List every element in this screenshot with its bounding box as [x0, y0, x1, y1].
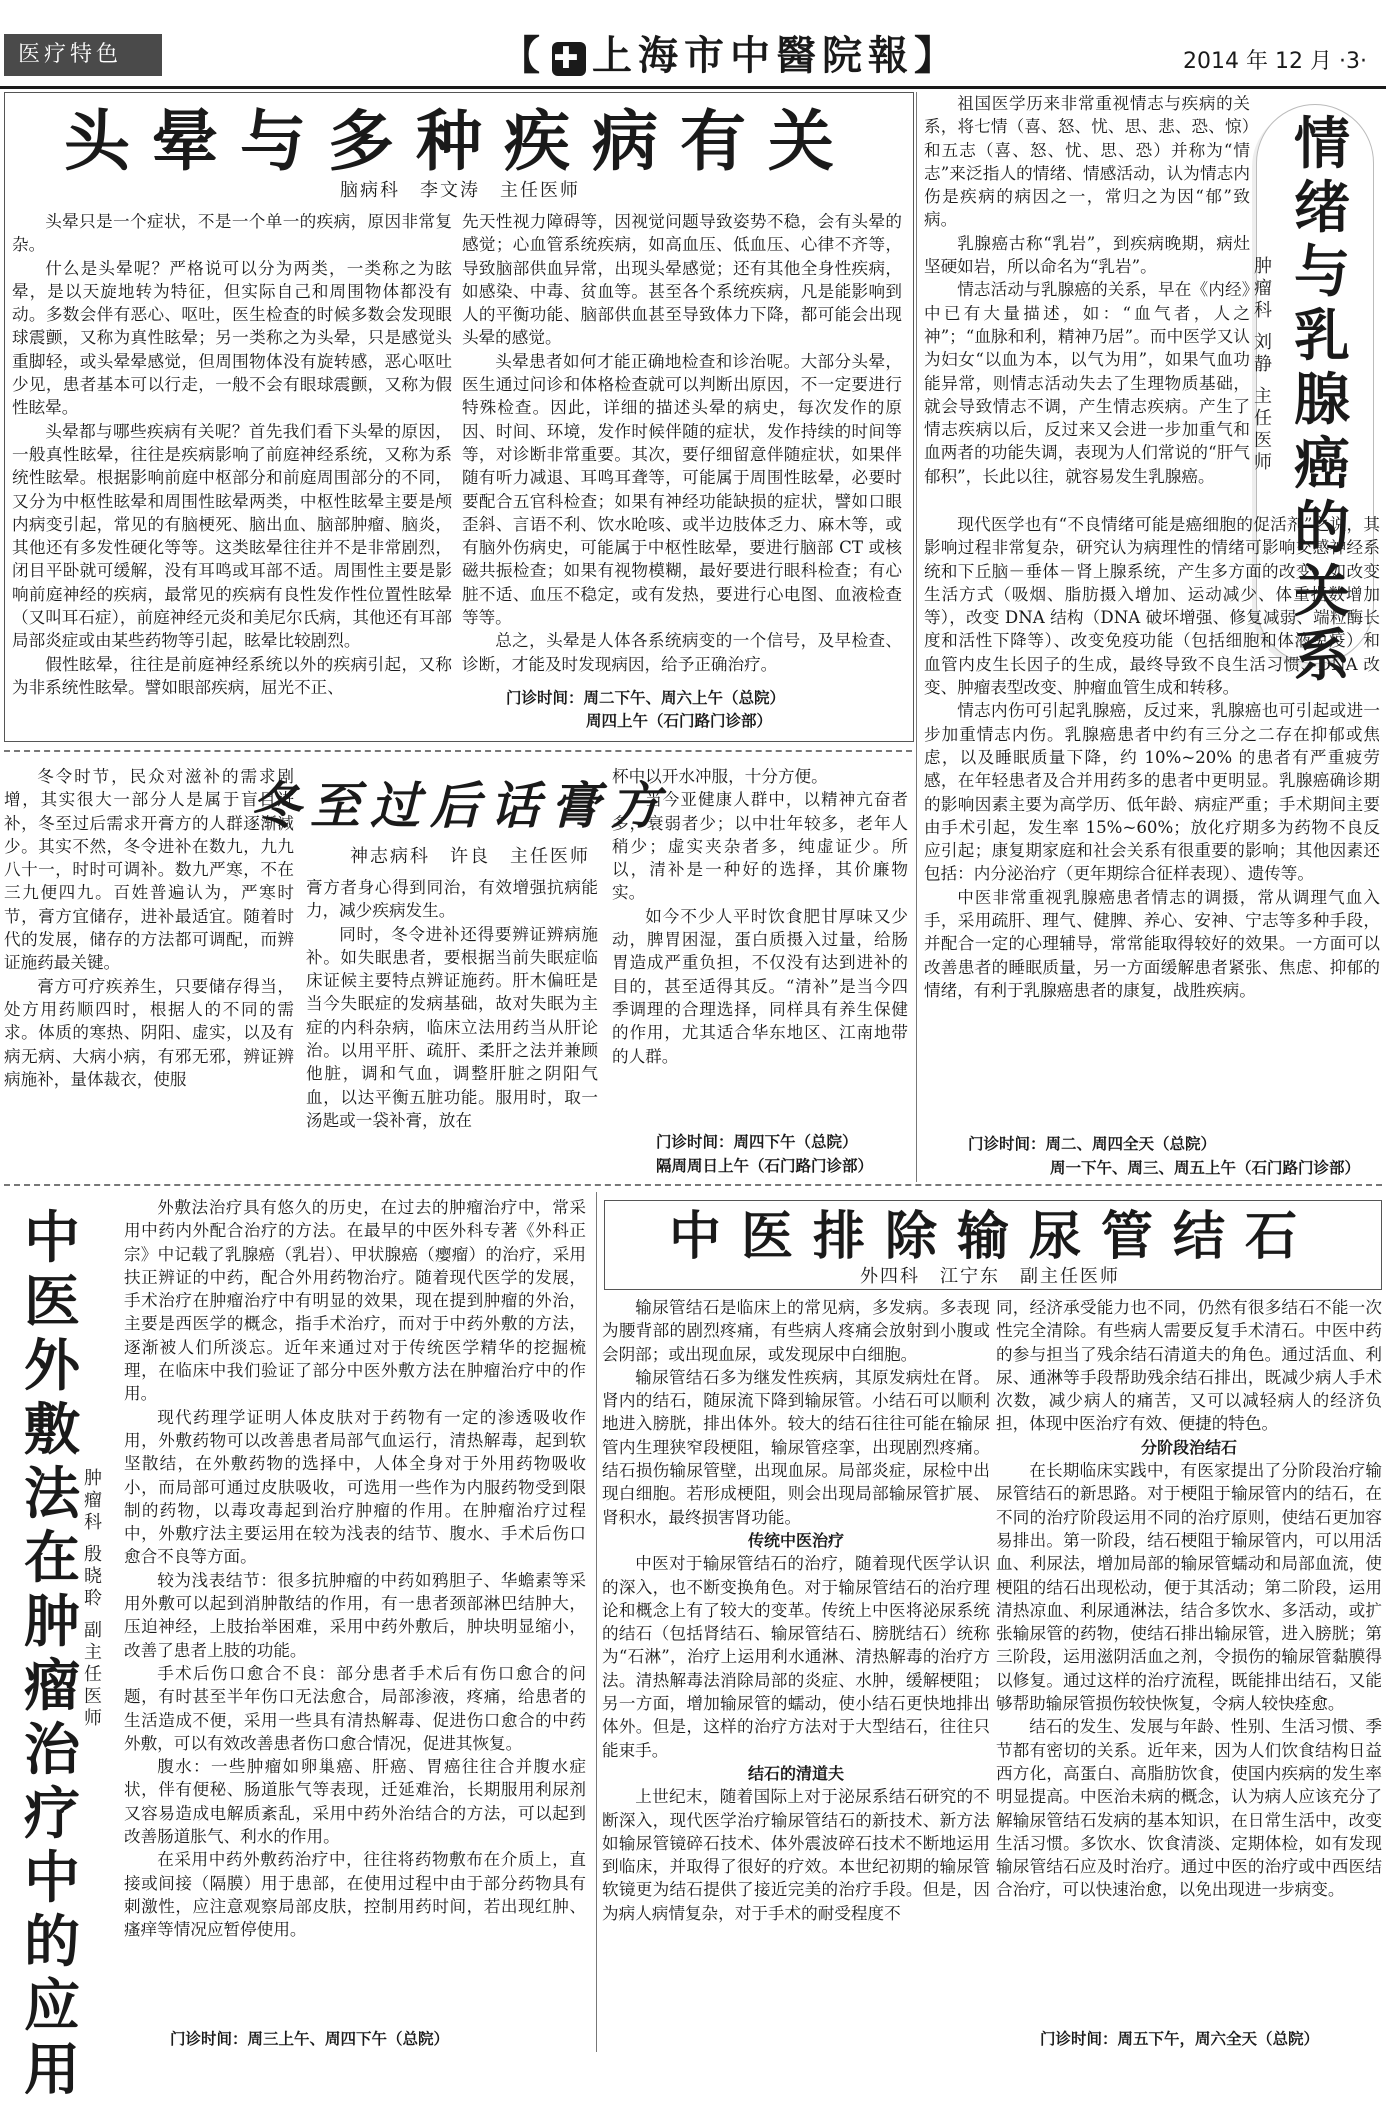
article-topical-author-char: 聆 [84, 1588, 102, 1609]
paragraph: 情志内伤可引起乳腺癌，反过来，乳腺癌也可引起或进一步加重情志内伤。乳腺癌患者中约有三分之二存在抑郁或焦虑，以及睡眠质量下降，约 10%~20% 的患者有严重疲劳感，在年轻患者及合并用药多的患者中更明显。乳腺癌确诊期的影响因素主要为高学历、低年龄、病症严重；手术期间主要由手术引起，发生率 15%~60%；放化疗期多为药物不良反应引起；康复期家庭和社会关系有很重要的影响；其他因素还包括：内分泌治疗（更年期综合征样表现）、遗传等。 [924, 701, 1380, 884]
article-topical-title-char: 应 [24, 1973, 80, 2039]
paragraph: 膏方者身心得到同治，有效增强抗病能力，减少疾病发生。 [306, 878, 598, 921]
paragraph: 乳腺癌古称“乳岩”，到疾病晚期，病灶坚硬如岩，所以命名为“乳岩”。 [924, 233, 1250, 277]
paragraph: 较为浅表结节：很多抗肿瘤的中药如鸦胆子、华蟾素等采用外敷可以起到消肿散结的作用，有一患者颈部淋巴结肿大，压迫神经，上肢抬举困难，采用中药外敷后，肿块明显缩小，改善了患者上肢的功能。 [124, 1570, 586, 1660]
paragraph: 外敷法治疗具有悠久的历史，在过去的肿瘤治疗中，常采用中药内外配合治疗的方法。在最早的中医外科专著《外科正宗》中记载了乳腺癌（乳岩）、甲状腺癌（瘿瘤）的治疗，采用扶正辨证的中药，配合外用药物治疗。随着现代医学的发展，手术治疗在肿瘤治疗中有明显的效果，现在提到肿瘤的外治，主要是西医学的概念，指手术治疗，而对于中药外敷的方法，逐渐被人们所淡忘。近年来通过对于传统医学精华的挖掘梳理，在临床中我们验证了部分中医外敷方法在肿瘤治疗中的作用。 [124, 1198, 586, 1404]
paragraph: 头晕都与哪些疾病有关呢？首先我们看下头晕的原因，一般真性眩晕，往往是疾病影响了前庭神经系统，又称为系统性眩晕。根据影响前庭中枢部分和前庭周围部分的不同，又分为中枢性眩晕和周围性眩晕两类，中枢性眩晕主要是颅内病变引起，常见的有脑梗死、脑出血、脑部肿瘤、脑炎，其他还有多发性硬化等等。这类眩晕往往并不是非常剧烈，闭目平卧就可缓解，没有耳鸣或耳部不适。周围性主要是影响前庭神经的疾病，最常见的疾病有良性发作性位置性眩晕（又叫耳石症），前庭神经元炎和美尼尔氏病，其他还有耳部局部炎症或由某些药物等引起，眩晕比较剧烈。 [12, 421, 452, 651]
article-emotion-author-char: 师 [1254, 452, 1272, 473]
paragraph: 在采用中药外敷药治疗中，往往将药物敷布在介质上，直接或间接（隔膜）用于患部，在使用过程中由于部分药物具有刺激性，应注意观察局部皮肤，控制用药时间，若出现红肿、瘙痒等情况应暂停使用。 [124, 1850, 586, 1940]
article-topical-author-char: 殷 [84, 1544, 102, 1565]
article-emotion-title-char: 关 [1294, 559, 1350, 625]
article-emotion-author-char [1252, 376, 1274, 386]
article-headache-hours-2: 周四上午（石门路门诊部） [586, 712, 773, 730]
article-emotion-title-char: 癌 [1294, 431, 1350, 497]
article-topical-author-char: 师 [84, 1708, 102, 1729]
article-gaofang-col2 [306, 876, 598, 1176]
article-topical-author-char: 医 [84, 1686, 102, 1707]
article-emotion-title-char: 与 [1294, 239, 1350, 305]
paragraph: 同时，冬令进补还得要辨证辨病施补。如失眠患者，要根据当前失眠症临床证候主要特点辨证施药。肝木偏旺是当今失眠症的发病基础，故对失眠为主症的内科杂病，临床立法用药当从肝论治。以用平肝、疏肝、柔肝之法并兼顾他脏，调和气血，调整肝脏之阴阳气血，以达平衡五脏功能。服用时，取一汤匙或一袋补膏，放在 [306, 924, 598, 1130]
article-emotion-col-bottom [924, 513, 1380, 1133]
article-topical-author-char: 瘤 [84, 1490, 102, 1511]
paragraph: 结石的发生、发展与年龄、性别、生活习惯、季节都有密切的关系。近年来，因为人们饮食结构日益西方化，高蛋白、高脂肪饮食，使国内疾病的发生率明显提高。中医治未病的概念，认为病人应该充分了解输尿管结石发病的基本知识，在日常生活中，改变生活习惯。多饮水、饮食清淡、定期体检，如有发现输尿管结石应及时治疗。通过中医的治疗或中西医结合治疗，可以快速治愈，以免出现进一步病变。 [996, 1717, 1382, 1900]
issue-date: 2014 年 12 月 ·3· [1183, 49, 1367, 74]
article-gaofang-title: 冬至过后话膏方 [250, 777, 670, 835]
paragraph: 同，经济承受能力也不同，仍然有很多结石不能一次性完全清除。有些病人需要反复手术清石。中医中药的参与担当了残余结石清道夫的角色。通过活血、利尿、通淋等手段帮助残余结石排出，既减少病人手术次数，减少病人的痛苦，又可以减轻病人的经济负担，体现中医治疗有效、便捷的特色。 [996, 1298, 1382, 1434]
article-emotion-author-char: 任 [1254, 408, 1272, 429]
article-emotion-author-char: 医 [1254, 430, 1272, 451]
article-emotion-title-char: 乳 [1294, 303, 1350, 369]
bracket-right: 】 [914, 32, 960, 79]
article-gaofang-col3 [612, 765, 908, 1130]
paragraph: 输尿管结石是临床上的常见病，多发病。多表现为腰背部的剧烈疼痛，有些病人疼痛会放射到小腹或会阴部；或出现血尿，或发现尿中白细胞。 [602, 1298, 990, 1364]
paragraph: 现代医学也有“不良情绪可能是癌细胞的促活剂”之说，其影响过程非常复杂，研究认为病理性的情绪可影响交感神经系统和下丘脑－垂体－肾上腺系统，产生多方面的改变，如改变生活方式（吸烟、脂肪摄入增加、运动减少、体重指数增加等），改变 DNA 结构（DNA 破坏增强、修复减弱、端粒酶长度和活性下降等）、改变免疫功能（包括细胞和体液免疫）和血管内皮生长因子的生成，最终导致不良生活习惯、DNA 改变、肿瘤表型改变、肿瘤血管生成和转移。 [924, 515, 1380, 698]
article-emotion-title-char: 系 [1294, 623, 1350, 689]
article-topical-title-char: 治 [24, 1717, 80, 1783]
article-stone-col2 [996, 1296, 1382, 2026]
article-emotion-author-char: 肿 [1254, 256, 1272, 277]
article-topical-title-char: 肿 [24, 1589, 80, 1655]
article-stone-title: 中医排除输尿管结石 [668, 1207, 1317, 1267]
article-emotion-author-char: 静 [1254, 354, 1272, 375]
article-topical-title-char: 外 [24, 1333, 80, 1399]
subheading: 传统中医治疗 [747, 1530, 844, 1550]
paragraph: 上世纪末，随着国际上对于泌尿系结石研究的不断深入，现代医学治疗输尿管结石的新技术、新方法如输尿管镜碎石技术、体外震波碎石技术不断地运用到临床，并取得了很好的疗效。本世纪初期的输尿管软镜更为结石提供了接近完美的治疗手段。但是，因为病人病情复杂，对于手术的耐受程度不 [602, 1787, 990, 1923]
section-tag: 医疗特色 [4, 34, 162, 76]
article-topical-title-char: 疗 [24, 1781, 80, 1847]
article-emotion-author-char [1252, 322, 1274, 332]
article-topical-author-char: 晓 [84, 1566, 102, 1587]
article-emotion-author-char: 瘤 [1254, 278, 1272, 299]
paragraph: 腹水：一些肿瘤如卵巢癌、肝癌、胃癌往往合并腹水症状，伴有便秘、肠道胀气等表现，迁延难治，长期服用利尿剂又容易造成电解质紊乱，采用中药外治结合的方法，可以起到改善肠道胀气、利水的作用。 [124, 1757, 586, 1847]
paragraph: 什么是头晕呢？严格说可以分为两类，一类称之为眩晕，是以天旋地转为特征，但实际自己和周围物体都没有动。多数会伴有恶心、呕吐，医生检查的时候多数会发现眼球震颤，又称为真性眩晕；另一类称之为头晕，只是感觉头重脚轻，或头晕晕感觉，但周围物体没有旋转感，恶心呕吐少见，患者基本可以行走，一般不会有眼球震颤，又称为假性眩晕。 [12, 258, 452, 418]
article-emotion-hours-1: 门诊时间：周二、周四全天（总院） [968, 1135, 1217, 1153]
article-emotion-author-char: 刘 [1254, 332, 1272, 353]
article-gaofang-byline: 神志病科 许良 主任医师 [350, 846, 590, 867]
article-stone-byline: 外四科 江宁东 副主任医师 [860, 1266, 1120, 1287]
article-emotion-title-char: 腺 [1294, 367, 1350, 433]
paragraph: 输尿管结石多为继发性疾病，其原发病灶在肾。肾内的结石，随尿流下降到输尿管。小结石可以顺利地进入膀胱，排出体外。较大的结石往往可能在输尿管内生理狭窄段梗阻，输尿管痉挛，出现剧烈疼痛。结石损伤输尿管壁，出现血尿。局部炎症，尿检中出现白细胞。若形成梗阻，则会出现局部输尿管扩展、肾积水，最终损害肾功能。 [602, 1367, 990, 1527]
article-emotion-hours-2: 周一下午、周三、周五上午（石门路门诊部） [1050, 1159, 1361, 1177]
article-topical-body [124, 1196, 586, 2026]
article-topical-title [20, 1206, 84, 2102]
article-topical-title-char: 的 [24, 1909, 80, 1975]
paragraph: 总之，头晕是人体各系统病变的一个信号，及早检查、诊断，才能及时发现病因，给予正确治疗。 [462, 631, 902, 674]
paragraph: 冬令时节，民众对滋补的需求剧增，其实很大一部分人是属于盲目进补，冬至过后需求开膏方的人群逐渐减少。其实不然，冬令进补在数九，九九八十一，时时可调补。数九严寒，不在三九便四九。百姓普遍认为，严寒时节，膏方宜储存，进补最适宜。随着时代的发展，储存的方法都可调配，而辨证施药最关键。 [4, 767, 294, 973]
article-topical-title-char: 在 [24, 1525, 80, 1591]
divider-middle [4, 1184, 1382, 1186]
article-topical-title-char: 瘤 [24, 1653, 80, 1719]
paragraph: 手术后伤口愈合不良：部分患者手术后有伤口愈合的问题，有时甚至半年伤口无法愈合，局部渗液，疼痛，给患者的生活造成不便，采用一些具有清热解毒、促进伤口愈合的中药外敷，可以有效改善患者伤口愈合情况，促进其恢复。 [124, 1663, 586, 1753]
paragraph: 中医对于输尿管结石的治疗，随着现代医学认识的深入，也不断变换角色。对于输尿管结石的治疗理论和概念上有了较大的变革。传统上中医将泌尿系统的结石（包括肾结石、输尿管结石、膀胱结石）统称为“石淋”，治疗上运用利水通淋、清热解毒的治疗方法。清热解毒法消除局部的炎症、水肿，缓解梗阻；另一方面，增加输尿管的蠕动，使小结石更快地排出体外。但是，这样的治疗方法对于大型结石，往往只能束手。 [602, 1554, 990, 1760]
paragraph: 头晕只是一个症状，不是一个单一的疾病，原因非常复杂。 [12, 212, 452, 255]
hospital-cross-logo-icon: ✚ [553, 41, 585, 76]
subheading: 结石的清道夫 [747, 1763, 844, 1783]
subheading: 分阶段治结石 [1140, 1437, 1237, 1457]
paragraph: 祖国医学历来非常重视情志与疾病的关系，将七情（喜、怒、忧、思、悲、恐、惊）和五志（喜、怒、忧、思、恐）并称为“情志”来泛指人的情绪、情感活动，认为情志内伤是疾病的病因之一，常归之为因“郁”致病。 [924, 94, 1250, 230]
article-topical-title-char: 用 [24, 2037, 80, 2103]
article-topical-title-char: 中 [24, 1205, 80, 1271]
paragraph: 如今不少人平时饮食肥甘厚味又少动，脾胃困湿，蛋白质摄入过量，给肠胃造成严重负担，不仅没有达到进补的目的，甚至适得其反。“清补”是当今四季调理的合理选择，同样具有养生保健的作用，尤其适合华东地区、江南地带的人群。 [612, 906, 908, 1066]
divider-bottom-column [596, 1192, 597, 2052]
article-emotion-author-char: 主 [1254, 386, 1272, 407]
article-topical-hours: 门诊时间：周三上午、周四下午（总院） [170, 2030, 450, 2048]
article-headache-col1 [12, 210, 452, 716]
paragraph: 情志活动与乳腺癌的关系，早在《内经》中已有大量描述，如：“血气者，人之神”；“血脉和利，精神乃居”。而中医学又认为妇女“以血为本，以气为用”，如果气血功能异常，则情志活动失去了生理物质基础，就会导致情志不调，产生情志疾病。产生了情志疾病以后，反过来又会进一步加重气和血两者的功能失调，表现为人们常说的“肝气郁积”，长此以往，就容易发生乳腺癌。 [924, 280, 1250, 486]
divider-right-column [916, 92, 917, 1182]
bracket-left: 【 [500, 32, 546, 79]
article-emotion-title-char: 绪 [1294, 175, 1350, 241]
header-rule [0, 86, 1386, 89]
article-emotion-author-char: 科 [1254, 300, 1272, 321]
article-headache-hours-1: 门诊时间：周二下午、周六上午（总院） [506, 689, 786, 707]
article-emotion-title-char: 的 [1294, 495, 1350, 561]
paragraph: 当今亚健康人群中，以精神亢奋者多，衰弱者少；以中壮年较多，老年人稍少；虚实夹杂者多，纯虚证少。所以，清补是一种好的选择，其价廉物实。 [612, 790, 908, 903]
article-topical-title-char: 中 [24, 1845, 80, 1911]
article-emotion-title-char: 情 [1294, 111, 1350, 177]
paragraph: 现代药理学证明人体皮肤对于药物有一定的渗透吸收作用，外敷药物可以改善患者局部气血运行，清热解毒，起到软坚散结，在外敷药物的选择中，人体全身对于外用药物吸收小，而局部可通过皮肤吸收，可选用一些作为内服药物受到限制的药物，以毒攻毒起到治疗肿瘤的作用。在肿瘤治疗过程中，外敷疗法主要运用在较为浅表的结节、腹水、手术后伤口愈合不良等方面。 [124, 1407, 586, 1567]
article-emotion-author [1252, 256, 1274, 474]
article-topical-author-char: 主 [84, 1642, 102, 1663]
paragraph: 头晕患者如何才能正确地检查和诊治呢。大部分头晕，医生通过问诊和体格检查就可以判断出原因，不一定要进行特殊检查。因此，详细的描述头晕的病史，每次发作的原因、时间、环境，发作时候伴随的症状，发作持续的时间等等，对诊断非常重要。其次，要仔细留意伴随症状，如果伴随有听力减退、耳鸣耳聋等，可能属于周围性眩晕，必要时要配合五官科检查；如果有神经功能缺损的症状，譬如口眼歪斜、言语不利、饮水呛咳、或半边肢体乏力、麻木等，或有脑外伤病史，可能属于中枢性眩晕，要进行脑部 CT 或核磁共振检查；如果有视物模糊，最好要进行眼科检查；有心脏不适、血压不稳定，或有发热，要进行心电图、血液检查等等。 [462, 351, 902, 628]
article-topical-author-char: 肿 [84, 1468, 102, 1489]
article-topical-author-char: 任 [84, 1664, 102, 1685]
paragraph: 膏方可疗疾养生，只要储存得当，处方用药顺四时，根据人的不同的需求。体质的寒热、阴阳、虚实，以及有病无病、大病小病，有邪无邪，辨证辨病施补，量体裁衣，使服 [4, 976, 294, 1089]
article-topical-author [82, 1468, 104, 1730]
article-gaofang-col1 [4, 765, 294, 1175]
divider-gaofang-top [4, 750, 912, 752]
article-topical-author-char: 副 [84, 1620, 102, 1641]
article-headache-title: 头晕与多种疾病有关 [64, 102, 856, 180]
paragraph: 先天性视力障碍等，因视觉问题导致姿势不稳，会有头晕的感觉；心血管系统疾病，如高血压、低血压、心律不齐等，导致脑部供血异常，出现头晕感觉；还有其他全身性疾病，如感染、中毒、贫血等。甚至各个系统疾病，凡是能影响到人的平衡功能、脑部供血甚至导致体力下降，都可能会出现头晕的感觉。 [462, 212, 902, 348]
paragraph: 假性眩晕，往往是前庭神经系统以外的疾病引起，又称为非系统性眩晕。譬如眼部疾病，屈光不正、 [12, 654, 452, 697]
paragraph: 杯中以开水冲服，十分方便。 [612, 767, 828, 786]
article-gaofang-hours-1: 门诊时间：周四下午（总院） [656, 1133, 858, 1151]
article-headache-col2 [462, 210, 902, 685]
article-topical-title-char: 法 [24, 1461, 80, 1527]
article-gaofang-hours-2: 隔周周日上午（石门路门诊部） [656, 1157, 874, 1175]
article-topical-title-char: 敷 [24, 1397, 80, 1463]
article-topical-author-char: 科 [84, 1512, 102, 1533]
article-topical-author-char [82, 1610, 104, 1620]
article-stone-hours: 门诊时间：周五下午，周六全天（总院） [1040, 2030, 1320, 2048]
article-topical-title-char: 医 [24, 1269, 80, 1335]
masthead-title: 上海市中醫院報 [592, 32, 914, 79]
paragraph: 在长期临床实践中，有医家提出了分阶段治疗输尿管结石的新思路。对于梗阻于输尿管内的结石，在不同的治疗阶段运用不同的治疗原则，使结石更加容易排出。第一阶段，结石梗阻于输尿管内，可以用活血、利尿法，增加局部的输尿管蠕动和局部血流，使梗阻的结石出现松动，便于其活动；第二阶段，运用清热凉血、利尿通淋法，结合多饮水、多活动，或扩张输尿管的药物，使结石排出输尿管，进入膀胱；第三阶段，运用滋阴活血之剂，令损伤的输尿管黏膜得以修复。通过这样的治疗流程，既能排出结石，又能够帮助输尿管损伤较快恢复，令病人较快痊愈。 [996, 1461, 1382, 1714]
paragraph: 中医非常重视乳腺癌患者情志的调摄，常从调理气血入手，采用疏肝、理气、健脾、养心、安神、宁志等多种手段，并配合一定的心理辅导，常常能取得较好的效果。一方面可以改善患者的睡眠质量，另一方面缓解患者紧张、焦虑、抑郁的情绪，有利于乳腺癌患者的康复，战胜疾病。 [924, 887, 1380, 1000]
article-emotion-col-top [924, 92, 1250, 513]
masthead [500, 24, 960, 81]
article-stone-col1 [602, 1296, 990, 2054]
article-topical-author-char [82, 1534, 104, 1544]
article-headache-byline: 脑病科 李文涛 主任医师 [340, 180, 580, 201]
